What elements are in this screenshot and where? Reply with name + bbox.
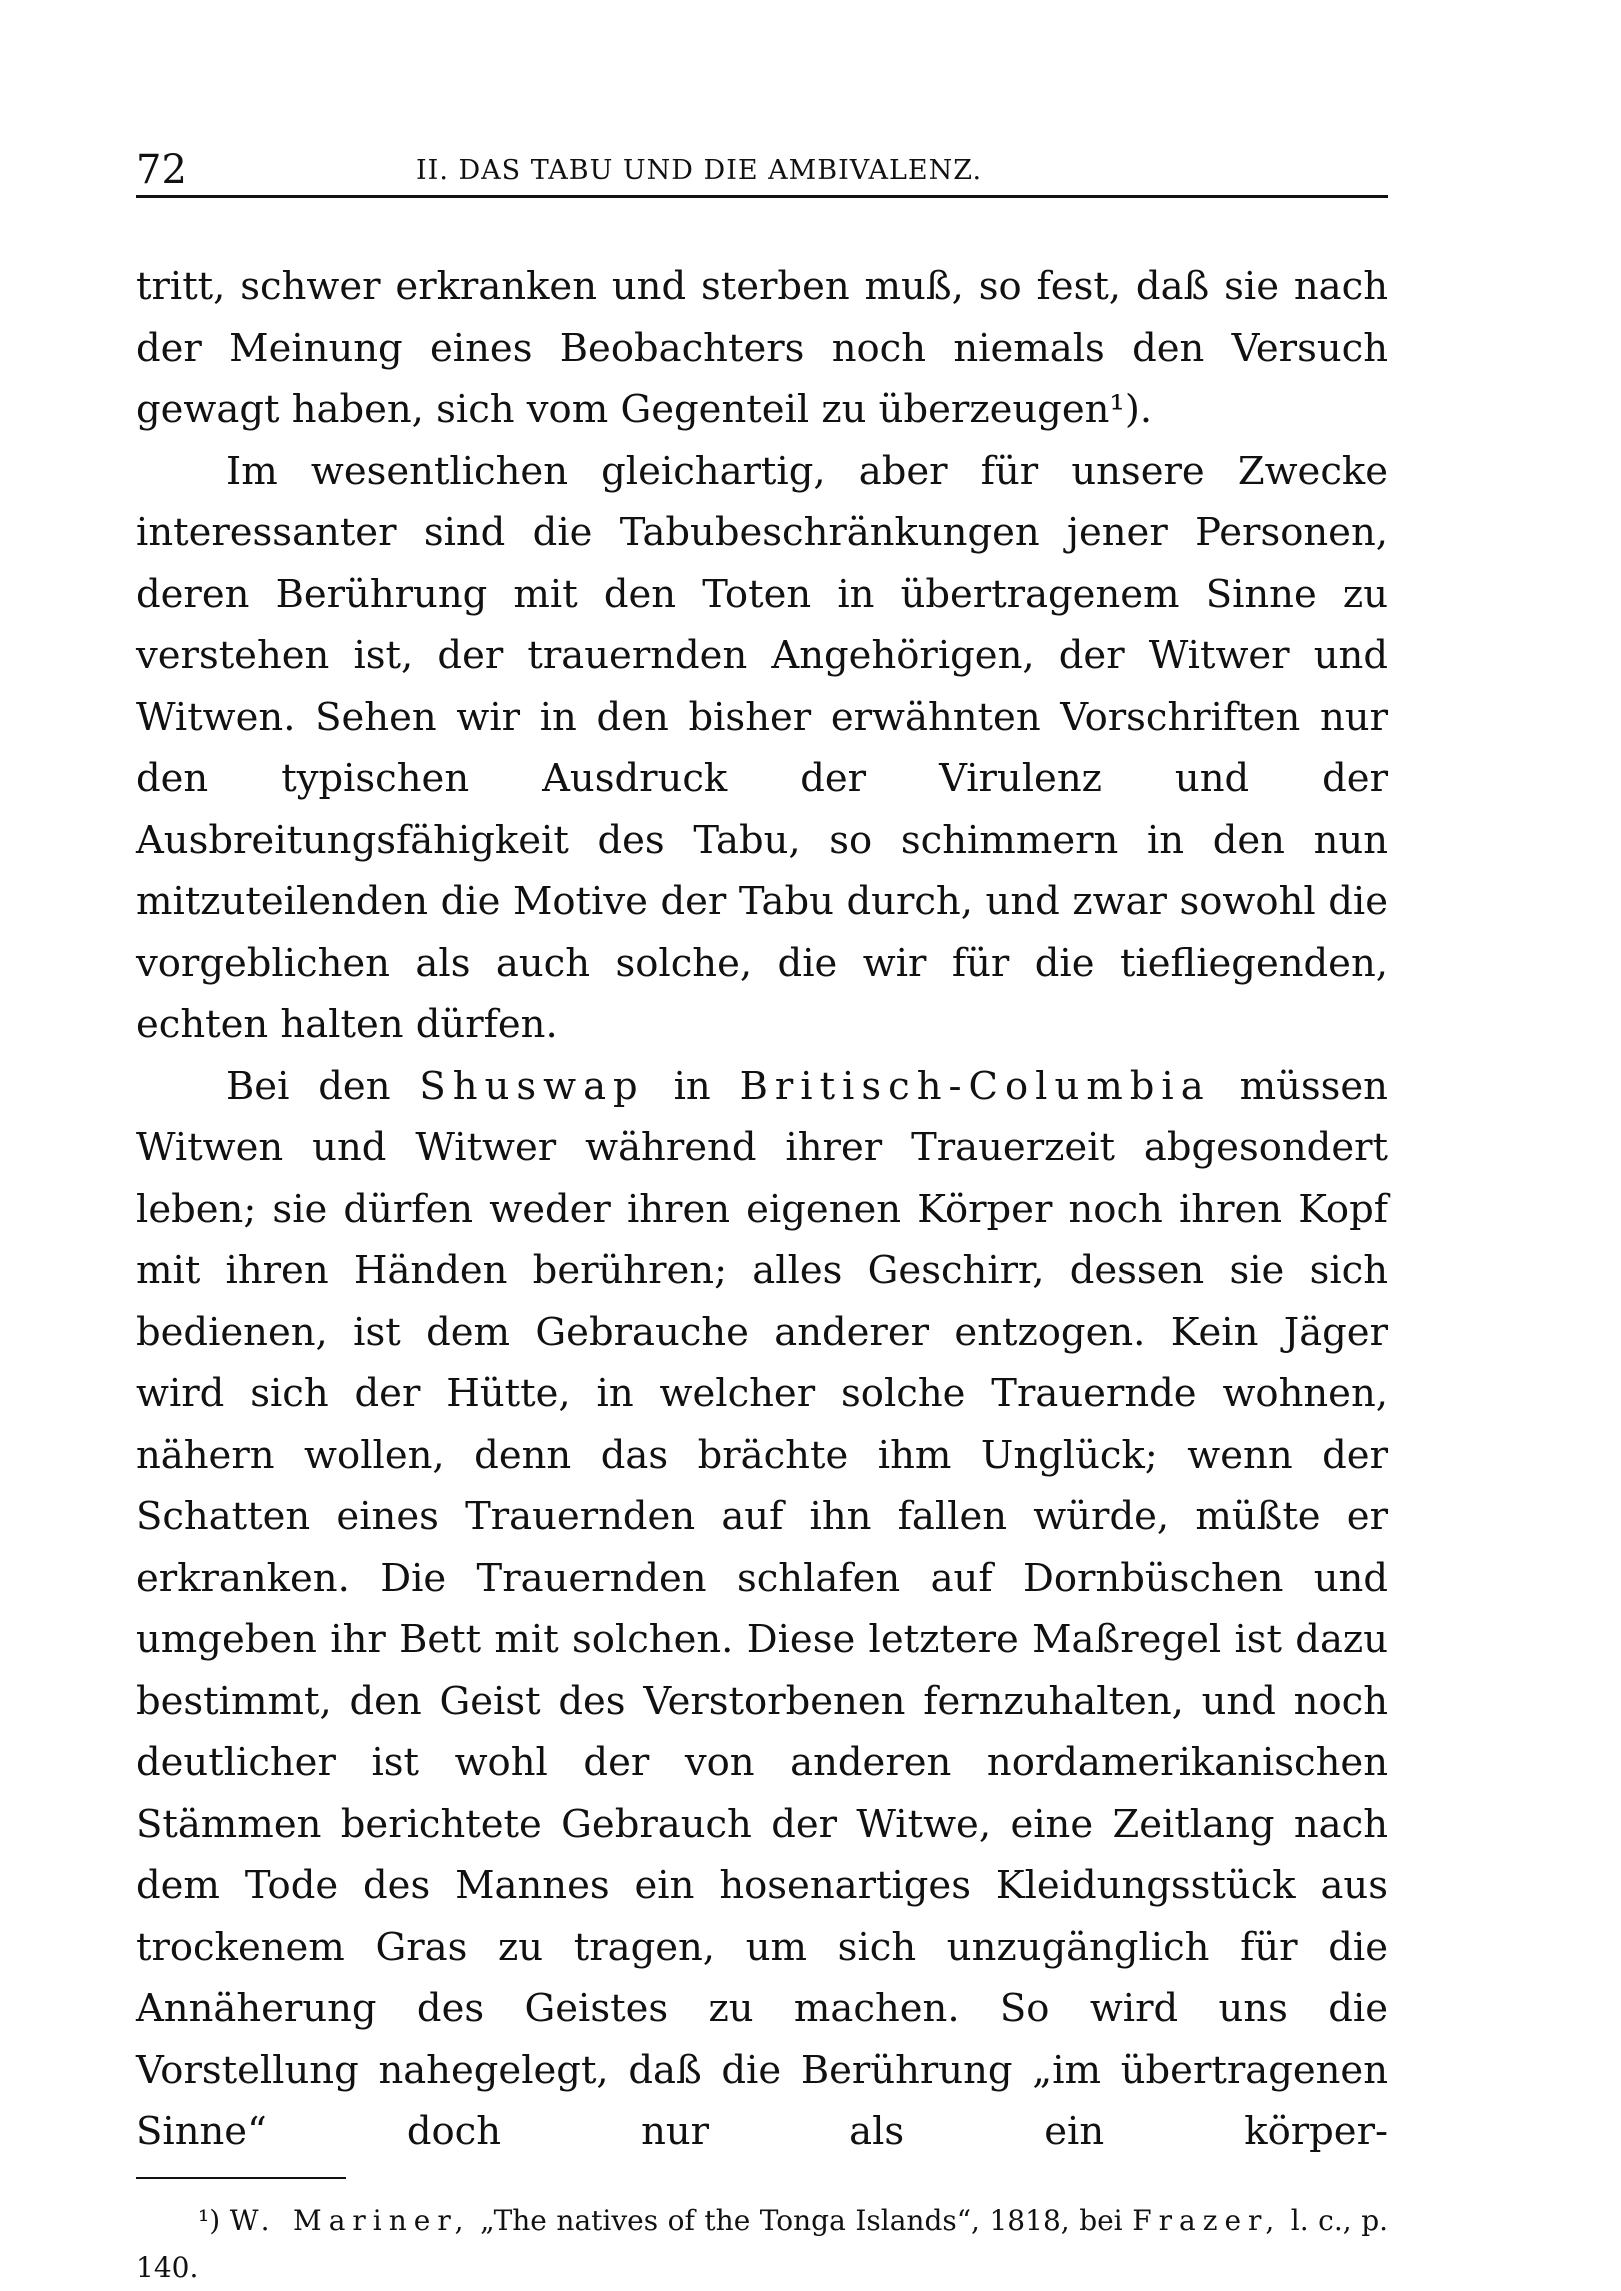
footnote-marker: ¹) (198, 2203, 221, 2237)
tribe-name-emphasis: Shuswap (419, 1063, 645, 1109)
paragraph-shuswap-start: Bei den (226, 1063, 391, 1109)
footnote-title: „The natives of the Tonga Islands“, 1818, bei (480, 2203, 1123, 2237)
region-name-emphasis: Britisch-Columbia (739, 1063, 1211, 1109)
footnote-cited-author: Frazer, (1132, 2203, 1282, 2237)
footnote-reference: l. c., p. 140. (136, 2203, 1389, 2284)
body-text (136, 256, 1388, 2163)
page-number: 72 (136, 147, 187, 193)
footnote-author: W. Mariner, (229, 2203, 471, 2237)
footnote-divider (136, 2177, 346, 2179)
footnote (136, 2197, 1388, 2291)
paragraph-mourners: Im wesentlichen gleichartig, aber für unsere Zwecke interessanter sind die Tabubeschränkungen jener Personen, deren Berührung mit den Toten in übertragenem Sinne zu verstehen ist, der trauernden Angehörigen, der Witwer und Witwen. Sehen wir in den bisher erwähnten Vorschriften nur den typischen Ausdruck der Virulenz und der Ausbreitungsfähigkeit des Tabu, so schimmern in den nun mitzuteilenden die Motive der Tabu durch, und zwar sowohl die vorgeblichen als auch solche, die wir für die tiefliegenden, echten halten dürfen. (136, 448, 1388, 1047)
running-head: II. DAS TABU UND DIE AMBIVALENZ. (416, 155, 983, 186)
book-page (136, 145, 1389, 2284)
page-header (136, 145, 1388, 198)
paragraph-shuswap-rest: müssen Witwen und Witwer während ihrer Trauerzeit abgesondert leben; sie dürfen weder ihren eigenen Körper noch ihren Kopf mit ihren Händen berühren; alles Geschirr, dessen sie sich bedienen, ist dem Gebrauche anderer entzogen. Kein Jäger wird sich der Hütte, in welcher solche Trauernde wohnen, nähern wollen, denn das brächte ihm Unglück; wenn der Schatten eines Trauernden auf ihn fallen würde, müßte er erkranken. Die Trauernden schlafen auf Dornbüschen und umgeben ihr Bett mit solchen. Diese letztere Maßregel ist dazu bestimmt, den Geist des Verstorbenen fernzuhalten, und noch deutlicher ist wohl der von anderen nordamerikanischen Stämmen berichtete Gebrauch der Witwe, eine Zeitlang nach dem Tode des Mannes ein hosenartiges Kleidungsstück aus trockenem Gras zu tragen, um sich unzugänglich für die Annäherung des Geistes zu machen. So wird uns die Vorstellung nahegelegt, daß die Berührung „im übertragenen Sinne“ doch nur als ein körper- (136, 1063, 1388, 2154)
paragraph-shuswap (136, 1056, 1388, 2163)
paragraph-continued: tritt, schwer erkranken und sterben muß, so fest, daß sie nach der Meinung eines Beobachters noch niemals den Versuch gewagt haben, sich vom Gegenteil zu überzeugen¹). (136, 264, 1388, 432)
paragraph-shuswap-in: in (673, 1063, 711, 1109)
